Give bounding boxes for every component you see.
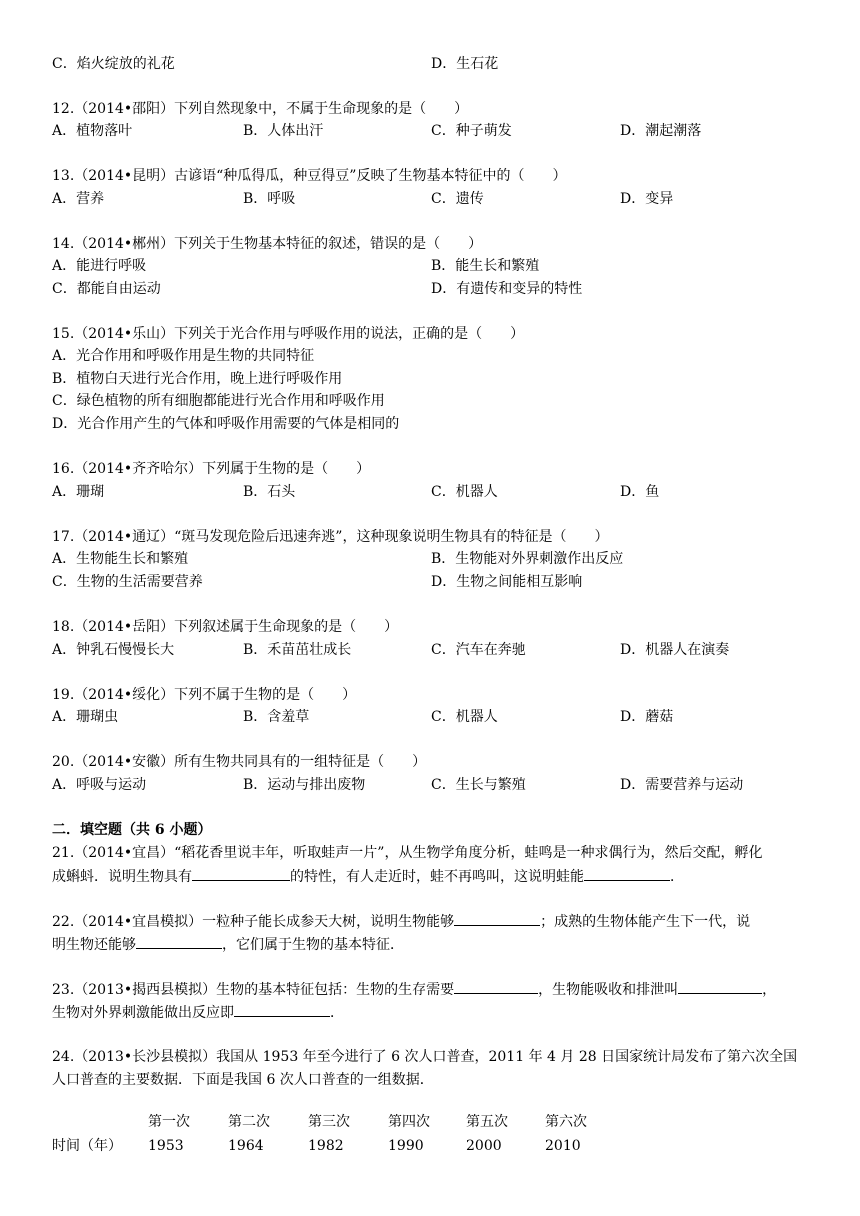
q23-text-d: 生物对外界刺激能做出反应即 [52, 1005, 234, 1021]
section-fill-blank-title: 二．填空题（共 6 小题） [52, 822, 212, 838]
census-row-label: 时间（年） [52, 1138, 122, 1154]
q22-text-b: ；成熟的生物体能产生下一代，说 [540, 914, 751, 930]
q12-option-d: D．潮起潮落 [620, 123, 702, 139]
q14-option-c: C．都能自由运动 [52, 281, 161, 297]
census-header-1: 第一次 [148, 1114, 190, 1130]
q20-option-a: A．呼吸与运动 [52, 777, 147, 793]
q19-option-c: C．机器人 [431, 709, 498, 725]
q22-line-1 [52, 911, 750, 932]
q17-option-c: C．生物的生活需要营养 [52, 574, 203, 590]
q11-option-c: C．焰火绽放的礼花 [52, 56, 175, 72]
q20-option-c: C．生长与繁殖 [431, 777, 526, 793]
q16-option-a: A．珊瑚 [52, 484, 105, 500]
q21-blank-2[interactable] [584, 866, 670, 881]
q15-stem: 15.（2014•乐山）下列关于光合作用与呼吸作用的说法，正确的是（ ） [52, 326, 525, 342]
q18-option-d: D．机器人在演奏 [620, 642, 730, 658]
q20-stem: 20.（2014•安徽）所有生物共同具有的一组特征是（ ） [52, 754, 427, 770]
q22-text-c: 明生物还能够 [52, 937, 136, 953]
q21-blank-1[interactable] [192, 866, 290, 881]
q14-option-d: D．有遗传和变异的特性 [431, 281, 583, 297]
q14-stem: 14.（2014•郴州）下列关于生物基本特征的叙述，错误的是（ ） [52, 236, 483, 252]
q16-option-d: D．鱼 [620, 484, 660, 500]
census-header-4: 第四次 [388, 1114, 430, 1130]
census-header-3: 第三次 [308, 1114, 350, 1130]
q12-option-b: B．人体出汗 [243, 123, 324, 139]
q24-line-2: 人口普查的主要数据．下面是我国 6 次人口普查的一组数据． [52, 1072, 434, 1088]
q17-stem: 17.（2014•通辽）“斑马发现危险后迅速奔逃”，这种现象说明生物具有的特征是（ ） [52, 529, 609, 545]
q19-option-a: A．珊瑚虫 [52, 709, 119, 725]
census-year-6: 2010 [545, 1138, 581, 1154]
census-year-1: 1953 [148, 1138, 184, 1154]
q23-blank-1[interactable] [454, 979, 538, 994]
q23-line-2 [52, 1002, 344, 1023]
q21-text-c: ． [670, 869, 684, 885]
census-header-5: 第五次 [466, 1114, 508, 1130]
q17-option-a: A．生物能生长和繁殖 [52, 551, 189, 567]
q21-line-1: 21.（2014•宜昌）“稻花香里说丰年，听取蛙声一片”，从生物学角度分析，蛙鸣是一种求偶行为，然后交配，孵化 [52, 845, 763, 861]
q21-text-a: 成蝌蚪．说明生物具有 [52, 869, 192, 885]
q13-option-a: A．营养 [52, 191, 105, 207]
q16-option-b: B．石头 [243, 484, 296, 500]
census-header-2: 第二次 [228, 1114, 270, 1130]
q15-option-a: A．光合作用和呼吸作用是生物的共同特征 [52, 348, 315, 364]
q15-option-b: B．植物白天进行光合作用，晚上进行呼吸作用 [52, 371, 343, 387]
q12-option-a: A．植物落叶 [52, 123, 133, 139]
q16-stem: 16.（2014•齐齐哈尔）下列属于生物的是（ ） [52, 461, 371, 477]
q22-text-a: 22.（2014•宜昌模拟）一粒种子能长成参天大树，说明生物能够 [52, 914, 455, 930]
q23-text-b: ，生物能吸收和排泄叫 [538, 982, 679, 998]
q23-text-a: 23.（2013•揭西县模拟）生物的基本特征包括：生物的生存需要 [52, 982, 455, 998]
q12-stem: 12.（2014•邵阳）下列自然现象中，不属于生命现象的是（ ） [52, 101, 469, 117]
q13-option-c: C．遗传 [431, 191, 484, 207]
q22-blank-2[interactable] [136, 934, 222, 949]
q18-option-c: C．汽车在奔驰 [431, 642, 526, 658]
q18-stem: 18.（2014•岳阳）下列叙述属于生命现象的是（ ） [52, 619, 399, 635]
q14-option-b: B．能生长和繁殖 [431, 258, 540, 274]
q17-option-b: B．生物能对外界刺激作出反应 [431, 551, 624, 567]
q13-option-d: D．变异 [620, 191, 674, 207]
q23-line-1 [52, 979, 776, 1000]
q12-option-c: C．种子萌发 [431, 123, 512, 139]
census-year-5: 2000 [466, 1138, 502, 1154]
q23-text-e: ． [330, 1005, 344, 1021]
q24-line-1: 24.（2013•长沙县模拟）我国从 1953 年至今进行了 6 次人口普查，2011 年 4 月 28 日国家统计局发布了第六次全国 [52, 1049, 798, 1065]
q20-option-b: B．运动与排出废物 [243, 777, 366, 793]
q20-option-d: D．需要营养与运动 [620, 777, 744, 793]
q17-option-d: D．生物之间能相互影响 [431, 574, 583, 590]
q23-text-c: ， [762, 982, 777, 998]
q18-option-a: A．钟乳石慢慢长大 [52, 642, 175, 658]
q19-option-d: D．蘑菇 [620, 709, 674, 725]
q19-option-b: B．含羞草 [243, 709, 310, 725]
census-header-6: 第六次 [545, 1114, 587, 1130]
q21-line-2 [52, 866, 684, 887]
q15-option-c: C．绿色植物的所有细胞都能进行光合作用和呼吸作用 [52, 393, 385, 409]
q23-blank-2[interactable] [678, 979, 762, 994]
q11-option-d: D．生石花 [431, 56, 499, 72]
census-year-3: 1982 [308, 1138, 344, 1154]
q19-stem: 19.（2014•绥化）下列不属于生物的是（ ） [52, 687, 357, 703]
q16-option-c: C．机器人 [431, 484, 498, 500]
census-year-4: 1990 [388, 1138, 424, 1154]
census-year-2: 1964 [228, 1138, 264, 1154]
q22-text-d: ，它们属于生物的基本特征． [222, 937, 404, 953]
q23-blank-3[interactable] [234, 1002, 330, 1017]
q13-stem: 13.（2014•昆明）古谚语“种瓜得瓜，种豆得豆”反映了生物基本特征中的（ ） [52, 168, 567, 184]
q18-option-b: B．禾苗茁壮成长 [243, 642, 352, 658]
q13-option-b: B．呼吸 [243, 191, 296, 207]
q15-option-d: D．光合作用产生的气体和呼吸作用需要的气体是相同的 [52, 416, 400, 432]
q22-line-2 [52, 934, 404, 955]
q22-blank-1[interactable] [454, 911, 540, 926]
q14-option-a: A．能进行呼吸 [52, 258, 147, 274]
q21-text-b: 的特性，有人走近时，蛙不再鸣叫，这说明蛙能 [290, 869, 584, 885]
